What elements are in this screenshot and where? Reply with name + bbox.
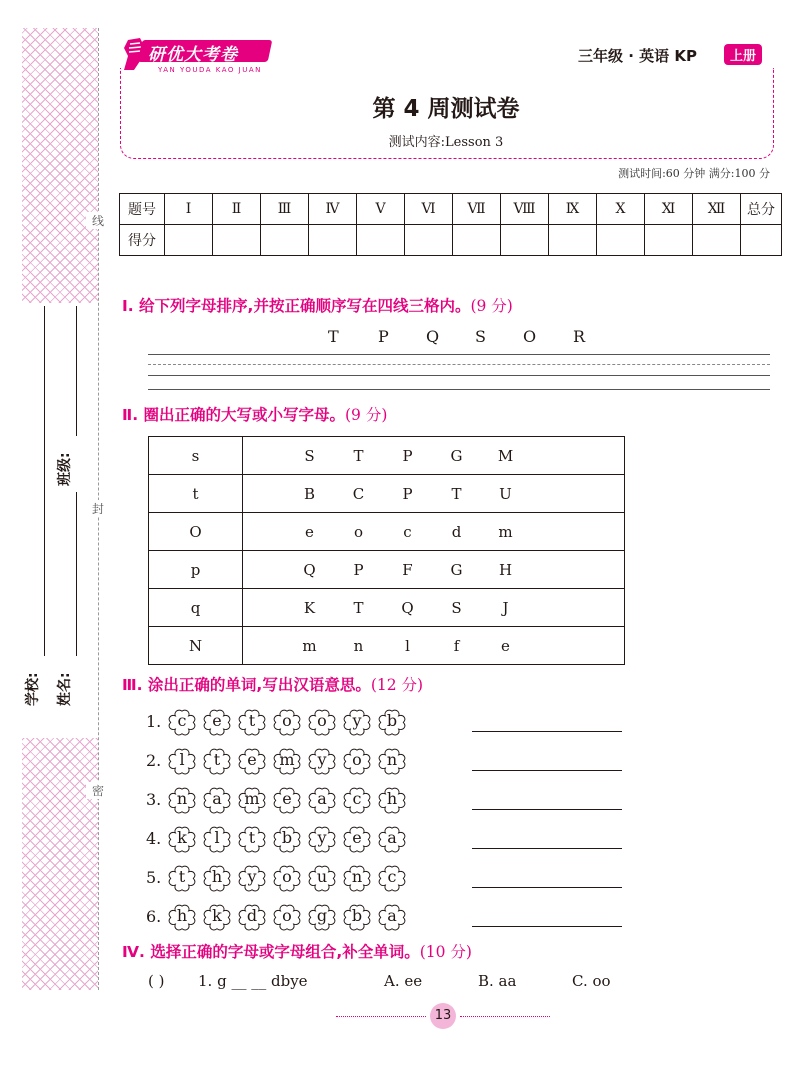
section4-title: Ⅳ. 选择正确的字母或字母组合,补全单词。 — [122, 943, 420, 961]
score-header-cell: Ⅺ — [645, 194, 693, 225]
key-letter: N — [149, 627, 243, 665]
score-header-cell: 题号 — [120, 194, 165, 225]
sort-letter: P — [378, 327, 389, 346]
page-title: 第 4 周测试卷 — [372, 96, 520, 122]
flower-letter[interactable] — [341, 864, 373, 892]
table-row — [149, 589, 625, 627]
section2-heading — [122, 403, 387, 425]
option-letter[interactable]: S — [304, 446, 315, 465]
flower-letter[interactable] — [306, 825, 338, 853]
flower-letter[interactable] — [236, 708, 268, 736]
score-header-cell: Ⅳ — [309, 194, 357, 225]
flower-letter[interactable] — [341, 786, 373, 814]
flower-letter[interactable] — [341, 747, 373, 775]
flower-letter[interactable] — [166, 747, 198, 775]
key-letter: t — [149, 475, 243, 513]
row-number: 5. — [146, 868, 162, 887]
flower-letter-text: e — [212, 711, 222, 730]
flower-letter-text: k — [212, 906, 222, 925]
score-header-cell: Ⅴ — [357, 194, 405, 225]
flower-letter[interactable] — [341, 708, 373, 736]
option-letter[interactable]: T — [353, 598, 364, 617]
flower-letter[interactable] — [341, 903, 373, 931]
score-cell[interactable] — [501, 225, 549, 256]
school-write-line[interactable] — [44, 306, 45, 656]
flower-letter[interactable] — [271, 903, 303, 931]
table-row — [149, 513, 625, 551]
flower-letter-text: g — [316, 906, 328, 925]
option-letter[interactable]: G — [450, 560, 463, 579]
flower-letter-text: t — [213, 750, 221, 769]
class-write-line[interactable] — [76, 306, 77, 436]
option-a[interactable]: A. ee — [384, 972, 423, 990]
table-row — [149, 551, 625, 589]
score-cell[interactable] — [405, 225, 453, 256]
score-cell[interactable] — [453, 225, 501, 256]
flower-letter-text: n — [176, 789, 188, 808]
school-label: 学校: — [25, 672, 41, 706]
score-header-cell: Ⅵ — [405, 194, 453, 225]
table-row — [149, 437, 625, 475]
flower-letter[interactable] — [376, 708, 408, 736]
score-header-cell: 总分 — [741, 194, 782, 225]
score-cell[interactable] — [357, 225, 405, 256]
flower-letter-text: n — [351, 867, 363, 886]
option-letter[interactable]: m — [498, 522, 513, 541]
option-letter[interactable]: P — [402, 446, 413, 465]
score-header-cell: Ⅻ — [693, 194, 741, 225]
option-c[interactable]: C. oo — [572, 972, 611, 990]
meaning-answer-line[interactable] — [472, 809, 622, 810]
flower-letter[interactable] — [376, 903, 408, 931]
volume-badge: 上册 — [724, 44, 762, 65]
flower-letter-text: h — [176, 906, 188, 925]
page-divider-left — [336, 1016, 426, 1017]
section1-heading — [122, 294, 513, 316]
page-number: 13 — [430, 1003, 456, 1029]
option-letter[interactable]: P — [402, 484, 413, 503]
option-letter[interactable]: T — [451, 484, 462, 503]
row-number: 4. — [146, 829, 162, 848]
sort-letter: Q — [426, 327, 440, 346]
table-row — [149, 627, 625, 665]
time-score-info: 测试时间:60 分钟 满分:100 分 — [618, 167, 770, 180]
flower-letter-text: e — [282, 789, 292, 808]
score-header-cell: Ⅶ — [453, 194, 501, 225]
option-letter[interactable]: S — [451, 598, 462, 617]
score-header-cell: Ⅲ — [261, 194, 309, 225]
name-write-line[interactable] — [76, 492, 77, 656]
option-b[interactable]: B. aa — [478, 972, 517, 990]
flower-letter[interactable] — [376, 786, 408, 814]
answer-bracket[interactable]: ( ) — [148, 972, 165, 990]
flower-letter-text: h — [386, 789, 398, 808]
flower-letter[interactable] — [236, 747, 268, 775]
flower-letter-text: o — [282, 711, 292, 730]
flower-letter-text: o — [282, 906, 292, 925]
flower-letter[interactable] — [271, 708, 303, 736]
page-divider-right — [460, 1016, 550, 1017]
option-letter[interactable]: e — [305, 522, 314, 541]
option-letter[interactable]: d — [451, 522, 462, 541]
flower-letter[interactable] — [271, 825, 303, 853]
score-cell[interactable] — [309, 225, 357, 256]
flower-letter-text: b — [351, 906, 363, 925]
score-cell[interactable] — [549, 225, 597, 256]
name-label: 姓名: — [57, 672, 73, 706]
flower-letter-text: o — [282, 867, 292, 886]
test-content: 测试内容:Lesson 3 — [388, 135, 504, 150]
option-letter[interactable]: T — [353, 446, 364, 465]
flower-letter-text: d — [246, 906, 258, 925]
flower-letter-text: a — [317, 789, 327, 808]
flower-letter-text: a — [212, 789, 222, 808]
table-row — [149, 475, 625, 513]
grade-subject: 三年级 · 英语 KP — [578, 47, 697, 65]
key-letter: s — [149, 437, 243, 475]
score-cell[interactable] — [693, 225, 741, 256]
section3-points: (12 分) — [370, 676, 424, 694]
flower-letter-text: y — [317, 750, 327, 769]
flower-letter[interactable] — [306, 864, 338, 892]
option-letter[interactable]: f — [453, 636, 460, 655]
option-letter[interactable]: o — [353, 522, 364, 541]
case-match-table — [148, 436, 625, 665]
flower-letter[interactable] — [166, 708, 198, 736]
row-number: 3. — [146, 790, 162, 809]
flower-letter-text: o — [317, 711, 327, 730]
section1-points: (9 分) — [470, 297, 513, 315]
option-letter[interactable]: B — [303, 484, 316, 503]
meaning-answer-line[interactable] — [472, 770, 622, 771]
section3-title: Ⅲ. 涂出正确的单词,写出汉语意思。 — [122, 676, 371, 694]
flower-letter[interactable] — [236, 864, 268, 892]
flower-letter-text: b — [281, 828, 293, 847]
score-header-cell: Ⅸ — [549, 194, 597, 225]
sort-letter: T — [328, 327, 339, 346]
flower-letter-text: l — [179, 750, 185, 769]
binding-char-feng: 封 — [86, 500, 110, 517]
binding-pattern-top — [22, 28, 98, 303]
flower-letter-text: y — [247, 867, 257, 886]
flower-letter[interactable] — [306, 708, 338, 736]
option-letter[interactable]: H — [498, 560, 513, 579]
option-letter[interactable]: U — [499, 484, 512, 503]
flower-letter-text: a — [387, 906, 397, 925]
score-header-cell: Ⅷ — [501, 194, 549, 225]
score-value-row — [120, 225, 782, 256]
meaning-answer-line[interactable] — [472, 731, 622, 732]
flower-letter[interactable] — [166, 825, 198, 853]
flower-letter[interactable] — [271, 786, 303, 814]
section4-heading — [122, 940, 472, 962]
flower-letter-text: u — [316, 867, 328, 886]
score-cell[interactable] — [645, 225, 693, 256]
option-letter[interactable]: G — [450, 446, 463, 465]
flower-letter-text: l — [214, 828, 220, 847]
option-letter[interactable]: F — [402, 560, 413, 579]
flower-letter-text: y — [352, 711, 362, 730]
flower-letter[interactable] — [166, 903, 198, 931]
option-letter[interactable]: l — [405, 636, 410, 655]
option-letter[interactable]: C — [352, 484, 365, 503]
score-row-label: 得分 — [120, 225, 165, 256]
score-cell[interactable] — [261, 225, 309, 256]
score-cell[interactable] — [165, 225, 213, 256]
option-letter[interactable]: e — [501, 636, 510, 655]
flower-letter[interactable] — [376, 825, 408, 853]
option-letter[interactable]: m — [302, 636, 317, 655]
flower-letter-text: y — [317, 828, 327, 847]
meaning-answer-line[interactable] — [472, 887, 622, 888]
flower-letter-text: b — [386, 711, 398, 730]
flower-letter-text: c — [387, 867, 397, 886]
option-letter[interactable]: Q — [303, 560, 316, 579]
score-cell[interactable] — [741, 225, 782, 256]
sort-letter: O — [523, 327, 537, 346]
flower-letter[interactable] — [306, 786, 338, 814]
option-letter[interactable]: P — [353, 560, 364, 579]
option-letter[interactable]: M — [497, 446, 514, 465]
meaning-answer-line[interactable] — [472, 926, 622, 927]
flower-letter[interactable] — [166, 786, 198, 814]
flower-letter[interactable] — [271, 864, 303, 892]
flower-letter-text: m — [244, 789, 260, 808]
binding-char-xian: 线 — [86, 212, 110, 229]
logo-text: 研优大考卷 — [148, 45, 238, 65]
class-label: 班级: — [57, 452, 73, 486]
flower-letter-text: h — [211, 867, 223, 886]
section2-points: (9 分) — [345, 406, 388, 424]
key-letter: p — [149, 551, 243, 589]
row-number: 6. — [146, 907, 162, 926]
flower-letter[interactable] — [166, 864, 198, 892]
section3-heading — [122, 673, 423, 695]
score-header-row — [120, 194, 782, 225]
section1-title: Ⅰ. 给下列字母排序,并按正确顺序写在四线三格内。 — [122, 297, 471, 315]
flower-letter[interactable] — [236, 903, 268, 931]
flower-letter[interactable] — [201, 786, 233, 814]
flower-letter[interactable] — [341, 825, 373, 853]
flower-letter-text: k — [177, 828, 187, 847]
score-header-cell: Ⅹ — [597, 194, 645, 225]
flower-letter[interactable] — [236, 825, 268, 853]
key-letter: O — [149, 513, 243, 551]
logo-subtext: YAN YOUDA KAO JUAN — [158, 66, 262, 74]
flower-letter[interactable] — [201, 708, 233, 736]
question-text: 1. g __ __ dbye — [198, 972, 308, 990]
key-letter: q — [149, 589, 243, 627]
flower-letter[interactable] — [306, 903, 338, 931]
flower-letter[interactable] — [306, 747, 338, 775]
flower-letter[interactable] — [201, 825, 233, 853]
option-letter[interactable]: n — [353, 636, 364, 655]
flower-letter[interactable] — [201, 903, 233, 931]
sort-letter: R — [573, 327, 586, 346]
flower-letter[interactable] — [201, 864, 233, 892]
binding-pattern-bottom — [22, 738, 98, 990]
section2-title: Ⅱ. 圈出正确的大写或小写字母。 — [122, 406, 345, 424]
option-letter[interactable]: Q — [401, 598, 414, 617]
option-letter[interactable]: c — [403, 522, 412, 541]
score-table — [119, 193, 782, 256]
flower-letter-text: o — [352, 750, 362, 769]
section4-points: (10 分) — [419, 943, 472, 961]
score-cell[interactable] — [597, 225, 645, 256]
flower-letter-text: t — [178, 867, 186, 886]
flower-letter-text: c — [177, 711, 187, 730]
flower-letter-text: a — [387, 828, 397, 847]
flower-letter-text: m — [279, 750, 295, 769]
flower-letter-text: e — [247, 750, 257, 769]
score-header-cell: Ⅰ — [165, 194, 213, 225]
flower-letter[interactable] — [201, 747, 233, 775]
score-header-cell: Ⅱ — [213, 194, 261, 225]
meaning-answer-line[interactable] — [472, 848, 622, 849]
flower-letter-text: c — [352, 789, 362, 808]
row-number: 1. — [146, 712, 162, 731]
flower-letter[interactable] — [271, 747, 303, 775]
option-letter[interactable]: J — [502, 598, 509, 617]
flower-letter[interactable] — [236, 786, 268, 814]
flower-letter-text: n — [386, 750, 398, 769]
score-cell[interactable] — [213, 225, 261, 256]
row-number: 2. — [146, 751, 162, 770]
flower-letter[interactable] — [376, 747, 408, 775]
sort-letter: S — [475, 327, 486, 346]
flower-letter[interactable] — [376, 864, 408, 892]
flower-letter-text: t — [248, 828, 256, 847]
option-letter[interactable]: K — [303, 598, 316, 617]
flower-letter-text: e — [352, 828, 362, 847]
flower-letter-text: t — [248, 711, 256, 730]
binding-char-mi: 密 — [86, 782, 110, 799]
